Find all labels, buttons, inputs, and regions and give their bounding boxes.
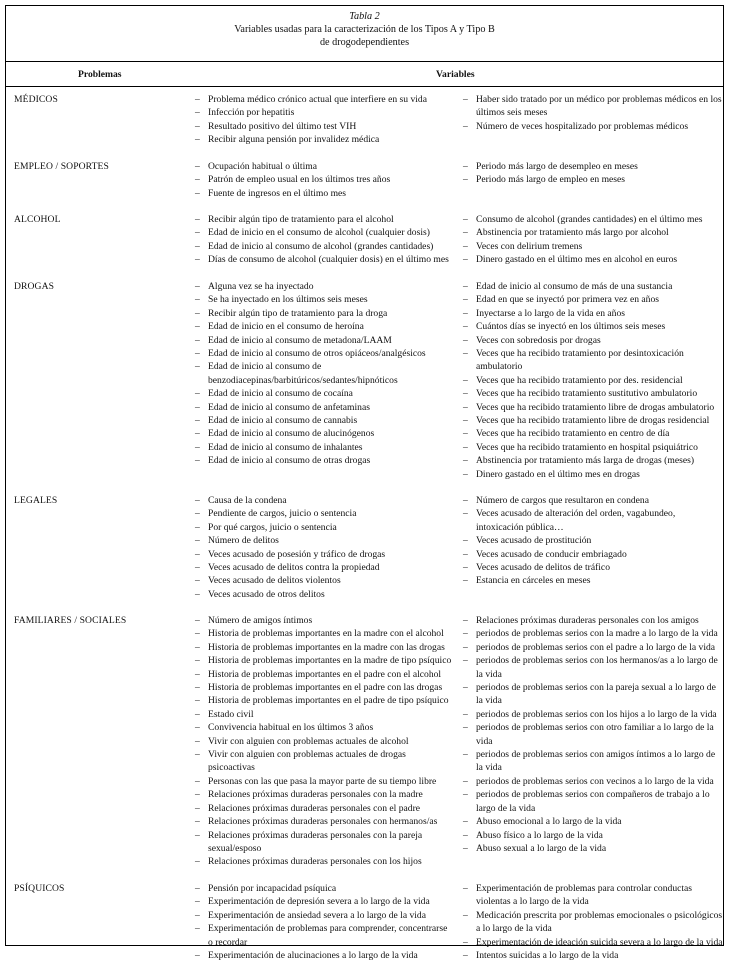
variable-item: – Edad de inicio al consumo de más de una sustancia	[462, 280, 724, 293]
variables-column-left	[194, 93, 452, 147]
variable-item: – Alguna vez se ha inyectado	[194, 280, 452, 293]
variable-item: – Edad de inicio en el consumo de heroína	[194, 320, 452, 333]
caption-divider	[6, 61, 723, 62]
variable-item: – Veces acusado de alteración del orden, vagabundeo, intoxicación pública…	[462, 507, 724, 534]
column-header-variables: Variables	[436, 69, 475, 80]
variable-item: – Número de cargos que resultaron en condena	[462, 494, 724, 507]
variable-item: – Veces acusado de posesión y tráfico de drogas	[194, 548, 452, 561]
variable-item: – Vivir con alguien con problemas actuales de alcohol	[194, 735, 452, 748]
variable-item: – Abstinencia por tratamiento más larga de drogas (meses)	[462, 454, 724, 467]
variable-item: – Periodo más largo de empleo en meses	[462, 173, 724, 186]
variables-column-left	[194, 494, 452, 601]
variable-item: – Pensión por incapacidad psíquica	[194, 882, 452, 895]
variable-item: – Veces que ha recibido tratamiento libre de drogas ambulatorio	[462, 401, 724, 414]
variables-column-left	[194, 882, 452, 962]
variable-item: – Cuántos días se inyectó en los últimos seis meses	[462, 320, 724, 333]
variable-item: – Edad de inicio al consumo de benzodiacepinas/barbitúricos/sedantes/hipnóticos	[194, 360, 452, 387]
variable-item: – Veces con sobredosis por drogas	[462, 334, 724, 347]
variable-item: – periodos de problemas serios con la pareja sexual a lo largo de la vida	[462, 681, 724, 708]
problem-name: DROGAS	[14, 281, 55, 292]
variables-column-right	[462, 93, 724, 133]
variable-item: – Abstinencia por tratamiento más largo por alcohol	[462, 226, 724, 239]
variable-item: – periodos de problemas serios con los hijos a lo largo de la vida	[462, 708, 724, 721]
variable-item: – Personas con las que pasa la mayor parte de su tiempo libre	[194, 775, 452, 788]
variable-item: – Ocupación habitual o última	[194, 160, 452, 173]
variable-item: – Edad de inicio al consumo de anfetaminas	[194, 401, 452, 414]
variable-item: – Experimentación de depresión severa a lo largo de la vida	[194, 895, 452, 908]
variables-column-left	[194, 160, 452, 200]
variable-item: – Relaciones próximas duraderas personales con el padre	[194, 802, 452, 815]
variables-column-right	[462, 280, 724, 481]
problem-name: FAMILIARES / SOCIALES	[14, 615, 127, 626]
variable-item: – periodos de problemas serios con los hermanos/as a lo largo de la vida	[462, 654, 724, 681]
variable-item: – Dinero gastado en el último mes en drogas	[462, 468, 724, 481]
problem-name: LEGALES	[14, 495, 58, 506]
variable-item: – Historia de problemas importantes en la madre con las drogas	[194, 641, 452, 654]
variable-item: – Recibir algún tipo de tratamiento para el alcohol	[194, 213, 452, 226]
table-number: Tabla 2	[349, 11, 380, 22]
variable-item: – Problema médico crónico actual que interfiere en su vida	[194, 93, 452, 106]
variable-item: – Veces que ha recibido tratamiento en hospital psiquiátrico	[462, 441, 724, 454]
variable-item: – Veces que ha recibido tratamiento libre de drogas residencial	[462, 414, 724, 427]
variable-item: – Edad de inicio al consumo de cannabis	[194, 414, 452, 427]
table-title-line-1: Variables usadas para la caracterización de los Tipos A y Tipo B	[234, 24, 495, 35]
variable-item: – Edad de inicio al consumo de otros opiáceos/analgésicos	[194, 347, 452, 360]
variable-item: – Convivencia habitual en los últimos 3 años	[194, 721, 452, 734]
variable-item: – Experimentación de problemas para comprender, concentrarse o recordar	[194, 922, 452, 949]
variable-item: – periodos de problemas serios con compañeros de trabajo a lo largo de la vida	[462, 788, 724, 815]
variable-item: – Medicación prescrita por problemas emocionales o psicológicos a lo largo de la vida	[462, 909, 724, 936]
variable-item: – Se ha inyectado en los últimos seis meses	[194, 293, 452, 306]
variable-item: – Periodo más largo de desempleo en meses	[462, 160, 724, 173]
variable-item: – Número de amigos íntimos	[194, 614, 452, 627]
variable-item: – Veces acusado de delitos violentos	[194, 574, 452, 587]
variable-item: – Edad de inicio al consumo de cocaína	[194, 387, 452, 400]
variable-item: – Número de veces hospitalizado por problemas médicos	[462, 120, 724, 133]
variable-item: – Veces acusado de prostitución	[462, 534, 724, 547]
variable-item: – Historia de problemas importantes en el padre de tipo psíquico	[194, 694, 452, 707]
variable-item: – Número de delitos	[194, 534, 452, 547]
table-title-line-2: de drogodependientes	[319, 37, 410, 48]
problem-name: PSÍQUICOS	[14, 883, 65, 894]
variable-item: – Pendiente de cargos, juicio o sentencia	[194, 507, 452, 520]
variable-item: – Edad de inicio al consumo de alcohol (grandes cantidades)	[194, 240, 452, 253]
variable-item: – Veces acusado de otros delitos	[194, 588, 452, 601]
variable-item: – Infección por hepatitis	[194, 106, 452, 119]
variable-item: – Veces acusado de conducir embriagado	[462, 548, 724, 561]
variable-item: – Causa de la condena	[194, 494, 452, 507]
variable-item: – Veces que ha recibido tratamiento en centro de día	[462, 427, 724, 440]
variable-item: – Días de consumo de alcohol (cualquier dosis) en el último mes	[194, 253, 452, 266]
variable-item: – Intentos suicidas a lo largo de la vida	[462, 949, 724, 962]
variable-item: – Edad de inicio en el consumo de alcohol (cualquier dosis)	[194, 226, 452, 239]
variable-item: – Dinero gastado en el último mes en alcohol en euros	[462, 253, 724, 266]
variable-item: – Historia de problemas importantes en la madre con el alcohol	[194, 627, 452, 640]
variable-item: – Vivir con alguien con problemas actuales de drogas psicoactivas	[194, 748, 452, 775]
variable-item: – Relaciones próximas duraderas personales con los hijos	[194, 855, 452, 868]
column-header-problemas: Problemas	[78, 69, 122, 80]
variable-item: – Relaciones próximas duraderas personales con hermanos/as	[194, 815, 452, 828]
variable-item: – Veces que ha recibido tratamiento por des. residencial	[462, 374, 724, 387]
variable-item: – periodos de problemas serios con el padre a lo largo de la vida	[462, 641, 724, 654]
variable-item: – Historia de problemas importantes en el padre con el alcohol	[194, 668, 452, 681]
variable-item: – Recibir alguna pensión por invalidez médica	[194, 133, 452, 146]
variable-item: – Inyectarse a lo largo de la vida en años	[462, 307, 724, 320]
variable-item: – Fuente de ingresos en el último mes	[194, 187, 452, 200]
variable-item: – Veces que ha recibido tratamiento por desintoxicación ambulatorio	[462, 347, 724, 374]
variables-column-right	[462, 160, 724, 187]
variable-item: – Historia de problemas importantes en el padre con las drogas	[194, 681, 452, 694]
variable-item: – periodos de problemas serios con la madre a lo largo de la vida	[462, 627, 724, 640]
problem-name: EMPLEO / SOPORTES	[14, 161, 109, 172]
variable-item: – Veces con delirium tremens	[462, 240, 724, 253]
variables-column-left	[194, 614, 452, 869]
variable-item: – Abuso sexual a lo largo de la vida	[462, 842, 724, 855]
variable-item: – Experimentación de ideación suicida severa a lo largo de la vida	[462, 936, 724, 949]
variable-item: – Experimentación de problemas para controlar conductas violentas a lo largo de la vida	[462, 882, 724, 909]
variable-item: – Patrón de empleo usual en los últimos tres años	[194, 173, 452, 186]
variable-item: – Estado civil	[194, 708, 452, 721]
variable-item: – Edad de inicio al consumo de metadona/LAAM	[194, 334, 452, 347]
variable-item: – periodos de problemas serios con amigos íntimos a lo largo de la vida	[462, 748, 724, 775]
variable-item: – Recibir algún tipo de tratamiento para la droga	[194, 307, 452, 320]
variable-item: – Veces acusado de delitos de tráfico	[462, 561, 724, 574]
variable-item: – Historia de problemas importantes en la madre de tipo psíquico	[194, 654, 452, 667]
variable-item: – Abuso emocional a lo largo de la vida	[462, 815, 724, 828]
variable-item: – Consumo de alcohol (grandes cantidades) en el último mes	[462, 213, 724, 226]
variable-item: – periodos de problemas serios con otro familiar a lo largo de la vida	[462, 721, 724, 748]
variable-item: – Veces acusado de delitos contra la propiedad	[194, 561, 452, 574]
variable-item: – Haber sido tratado por un médico por problemas médicos en los últimos seis meses	[462, 93, 724, 120]
table-caption	[6, 10, 723, 49]
variables-column-right	[462, 614, 724, 855]
variable-item: – Edad de inicio al consumo de otras drogas	[194, 454, 452, 467]
variable-item: – Experimentación de alucinaciones a lo largo de la vida	[194, 949, 452, 962]
variable-item: – Relaciones próximas duraderas personales con los amigos	[462, 614, 724, 627]
variable-item: – Resultado positivo del último test VIH	[194, 120, 452, 133]
variables-column-right	[462, 882, 724, 962]
variable-item: – Edad de inicio al consumo de inhalantes	[194, 441, 452, 454]
variable-item: – Por qué cargos, juicio o sentencia	[194, 521, 452, 534]
header-divider	[6, 86, 723, 87]
variable-item: – Relaciones próximas duraderas personales con la pareja sexual/esposo	[194, 829, 452, 856]
variable-item: – Abuso físico a lo largo de la vida	[462, 829, 724, 842]
problem-name: MÉDICOS	[14, 94, 58, 105]
variable-item: – Relaciones próximas duraderas personales con la madre	[194, 788, 452, 801]
variable-item: – Experimentación de ansiedad severa a lo largo de la vida	[194, 909, 452, 922]
variables-column-left	[194, 213, 452, 267]
variables-column-right	[462, 213, 724, 267]
variable-item: – Estancia en cárceles en meses	[462, 574, 724, 587]
variables-column-left	[194, 280, 452, 468]
problem-name: ALCOHOL	[14, 214, 61, 225]
variables-column-right	[462, 494, 724, 588]
variable-item: – Edad de inicio al consumo de alucinógenos	[194, 427, 452, 440]
variable-item: – Veces que ha recibido tratamiento sustitutivo ambulatorio	[462, 387, 724, 400]
table-2-sheet	[5, 5, 724, 962]
variable-item: – Edad en que se inyectó por primera vez en años	[462, 293, 724, 306]
variable-item: – periodos de problemas serios con vecinos a lo largo de la vida	[462, 775, 724, 788]
